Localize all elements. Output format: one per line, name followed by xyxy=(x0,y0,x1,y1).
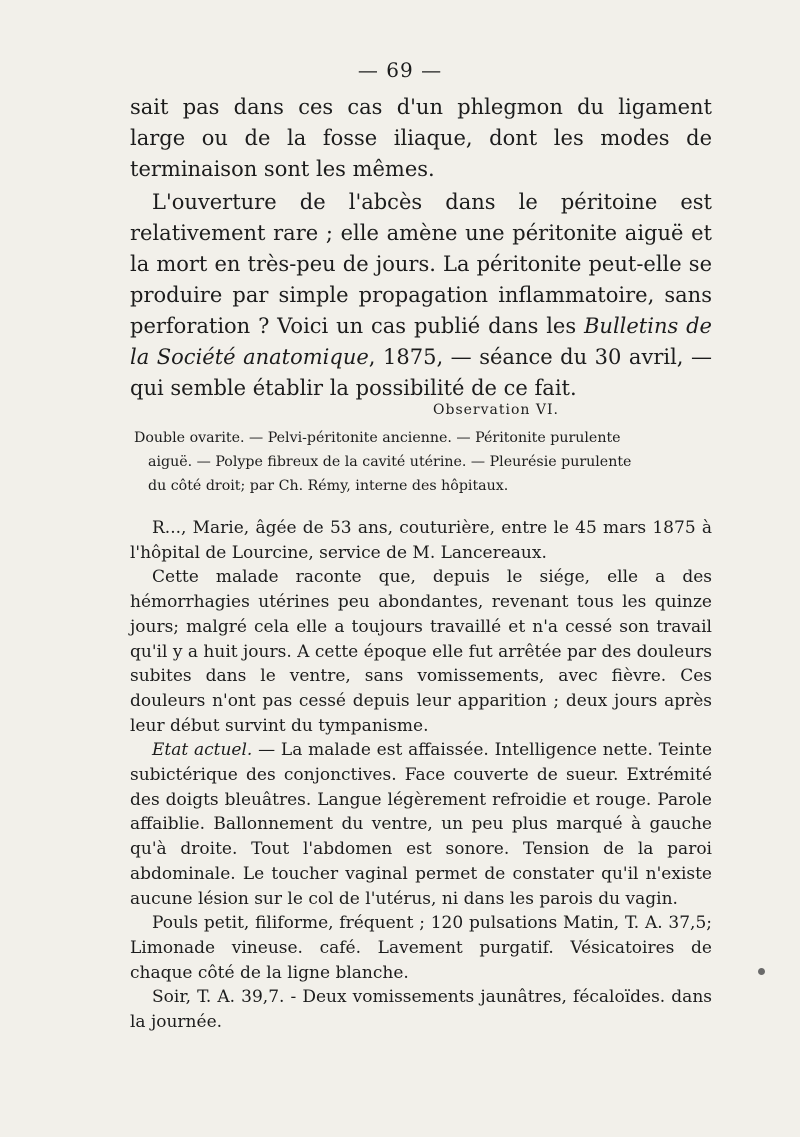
body-paragraph-5: Soir, T. A. 39,7. - Deux vomissements jaunâtres, fécaloïdes. dans la journée. xyxy=(130,987,712,1033)
summary-line-1: Double ovarite. — Pelvi-péritonite ancienne. — Péritonite purulente xyxy=(134,430,621,446)
summary-line-3: du côté droit; par Ch. Rémy, interne des hôpitaux. xyxy=(148,478,509,494)
summary-line-2: aiguë. — Polype fibreux de la cavité utérine. — Pleurésie purulente xyxy=(148,454,632,470)
observation-header xyxy=(130,402,712,498)
journal-title: Bulletins de la Société anatomique xyxy=(130,314,712,369)
etat-actuel-label: Etat actuel. xyxy=(152,740,253,761)
etat-actuel-text: — La malade est affaissée. Intelligence nette. Teinte subictérique des conjonctives. Face couverte de sueur. Extrémité des doigts bleuâtres. Langue légèrement refroidie et rouge. Parole affaiblie. Ballonnement du ventre, un peu plus marqué à gauche qu'à droite. Tout l'abdomen est sonore. Tension de la paroi abdominale. Le toucher vaginal permet de constater qu'il n'existe aucune lésion sur le col de l'utérus, ni dans les parois du vagin. xyxy=(130,740,713,909)
body-paragraph-1: R..., Marie, âgée de 53 ans, couturière, entre le 45 mars 1875 à l'hôpital de Lourcine, service de M. Lancereaux. xyxy=(130,518,712,563)
intro-paragraph-2 xyxy=(130,187,712,404)
intro-paragraph-2-text-start: L'ouverture de l'abcès dans le péritoine est relativement rare ; elle amène une péritonite aiguë et la mort en très-peu de jours. La péritonite peut-elle se produire par simple propagation inflammatoire, sans perforation ? Voici un cas publié dans les xyxy=(130,190,712,338)
observation-title: Observation VI. xyxy=(433,402,559,418)
intro-section xyxy=(130,92,712,404)
page-number: — 69 — xyxy=(357,58,443,82)
intro-paragraph-1: sait pas dans ces cas d'un phlegmon du ligament large ou de la fosse iliaque, dont les modes de terminaison sont les mêmes. xyxy=(130,95,712,181)
body-paragraph-3 xyxy=(130,738,712,911)
observation-summary xyxy=(130,426,712,498)
intro-paragraph-2-text-end: , 1875, — séance du 30 avril, — qui semble établir la possibilité de ce fait. xyxy=(130,345,713,400)
margin-ink-dot xyxy=(758,968,765,975)
body-paragraph-4: Pouls petit, filiforme, fréquent ; 120 pulsations Matin, T. A. 37,5; Limonade vineuse. café. Lavement purgatif. Vésicatoires de chaque côté de la ligne blanche. xyxy=(130,913,712,983)
body-paragraph-2: Cette malade raconte que, depuis le siége, elle a des hémorrhagies utérines peu abondantes, revenant tous les quinze jours; malgré cela elle a toujours travaillé et n'a cessé son travail qu'il y a huit jours. A cette époque elle fut arrêtée par des douleurs subites dans le ventre, sans vomissements, avec fièvre. Ces douleurs n'ont pas cessé depuis leur apparition ; deux jours après leur début survint du tympanisme. xyxy=(130,567,712,736)
observation-body xyxy=(130,516,712,1035)
